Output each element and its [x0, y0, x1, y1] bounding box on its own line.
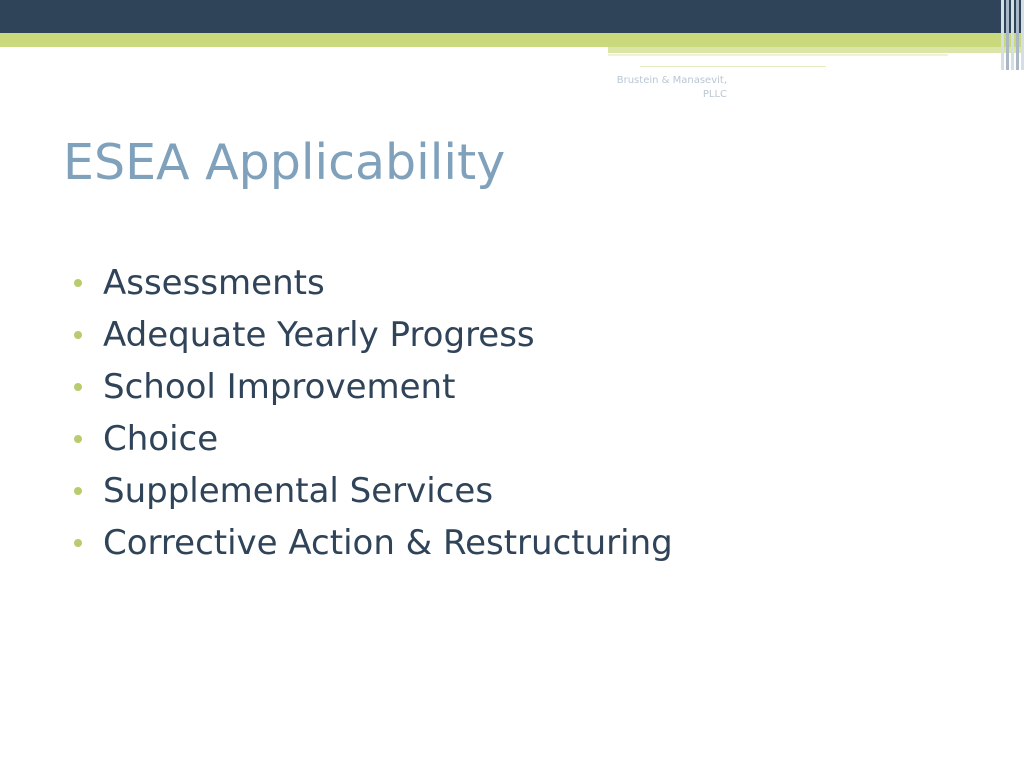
bullet-text: Supplemental Services [103, 471, 494, 511]
company-name [560, 74, 727, 102]
bullet-dot-icon [74, 383, 82, 391]
accent-line [640, 66, 826, 67]
company-name-line: Brustein & Manasevit, [616, 75, 727, 86]
bullet-item [74, 413, 673, 465]
bullet-dot-icon [74, 435, 82, 443]
bullet-item [74, 309, 673, 361]
bullet-list [74, 257, 673, 569]
accent-band-thin [608, 47, 1024, 53]
bullet-dot-icon [74, 279, 82, 287]
bullet-text: Corrective Action & Restructuring [103, 523, 673, 563]
bullet-text: Assessments [103, 263, 325, 303]
slide-title: ESEA Applicability [63, 134, 506, 191]
decorative-stripes [992, 0, 1024, 70]
bullet-item [74, 257, 673, 309]
bullet-text: Choice [103, 419, 219, 459]
accent-line [608, 54, 948, 56]
bullet-dot-icon [74, 487, 82, 495]
bullet-text: Adequate Yearly Progress [103, 315, 535, 355]
bullet-dot-icon [74, 539, 82, 547]
bullet-text: School Improvement [103, 367, 456, 407]
bullet-dot-icon [74, 331, 82, 339]
accent-band [0, 33, 1024, 47]
company-name-line: PLLC [702, 89, 727, 100]
header-band [0, 0, 1024, 33]
bullet-item [74, 361, 673, 413]
bullet-item [74, 517, 673, 569]
bullet-item [74, 465, 673, 517]
